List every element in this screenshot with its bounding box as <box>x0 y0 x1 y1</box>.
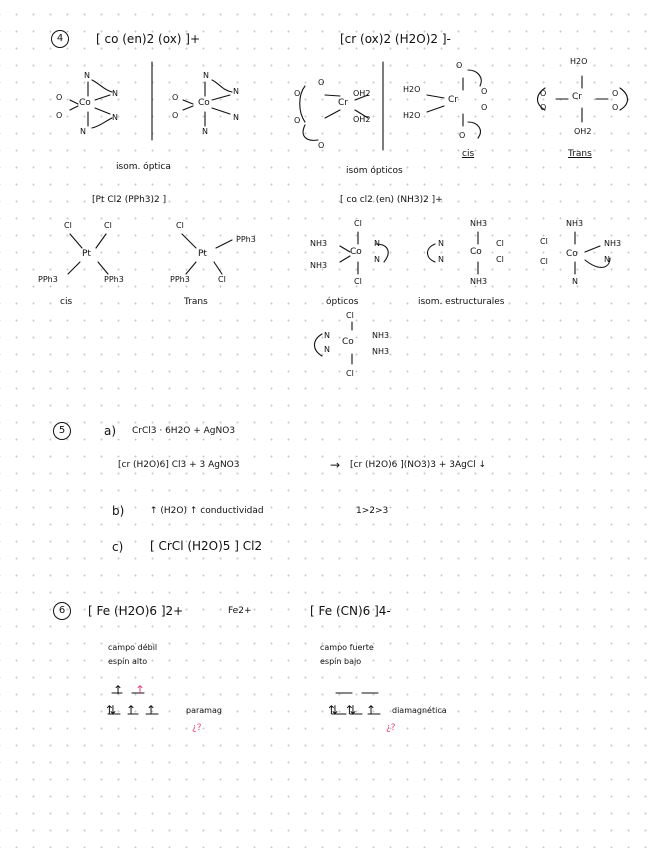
ligand-nh3: NH3 <box>372 347 390 356</box>
atom-co: Co <box>79 98 91 108</box>
question-mark-note: ¿? <box>192 723 202 733</box>
atom-n: N <box>80 127 86 136</box>
atom-co: Co <box>566 249 578 259</box>
estructurales-label: isom. estructurales <box>418 297 505 307</box>
atom-n: N <box>233 113 239 122</box>
atom-cl: Cl <box>218 275 226 284</box>
isomer-label-optica: isom. óptica <box>116 162 171 172</box>
atom-cl: Cl <box>346 369 354 378</box>
part-a-equation-left: [cr (H2O)6] Cl3 + 3 AgNO3 <box>118 460 240 470</box>
atom-n: N <box>604 255 610 264</box>
atom-co: Co <box>350 247 362 257</box>
electron-pair-icon: ⇅ <box>346 703 357 717</box>
atom-cr: Cr <box>338 98 348 108</box>
part-a-equation-right: [cr (H2O)6 ](NO3)3 + 3AgCl ↓ <box>350 460 487 470</box>
atom-o: O <box>172 111 179 120</box>
atom-co: Co <box>470 247 482 257</box>
atom-n: N <box>203 71 209 80</box>
atom-o: O <box>318 141 325 150</box>
ligand-h2o: H2O <box>403 85 421 94</box>
atom-o: O <box>612 103 619 112</box>
atom-n: N <box>112 113 118 122</box>
atom-cl: Cl <box>346 311 354 320</box>
atom-o: O <box>481 87 488 96</box>
cis-label: cis <box>462 149 475 159</box>
atom-cl: Cl <box>176 221 184 230</box>
complex-fe-h2o: [ Fe (H2O)6 ]2+ <box>88 604 184 618</box>
complex-co-en-ox: [ co (en)2 (ox) ]+ <box>96 32 201 46</box>
atom-o: O <box>56 111 63 120</box>
opticos-label: ópticos <box>326 297 359 307</box>
section-4-number: 4 <box>51 30 69 48</box>
electron-arrow-icon: ↑ <box>366 703 377 717</box>
ligand-oh2: OH2 <box>574 127 592 136</box>
part-b-text: ↑ (H2O) ↑ conductividad <box>150 506 264 516</box>
ligand-oh2: OH2 <box>353 115 371 124</box>
electron-arrow-icon: ↑ <box>126 703 137 717</box>
electron-arrow-icon: ↑ <box>113 683 124 697</box>
isomer-label-opticos: isom ópticos <box>346 166 403 176</box>
electron-arrow-icon: ↑ <box>146 703 157 717</box>
low-spin-label: espín bajo <box>320 657 362 666</box>
electron-arrow-icon: ↑ <box>135 683 146 697</box>
atom-n: N <box>233 87 239 96</box>
reaction-arrow: → <box>330 458 341 472</box>
atom-cl: Cl <box>496 239 504 248</box>
atom-cl: Cl <box>354 277 362 286</box>
question-mark-note: ¿? <box>386 723 396 733</box>
ligand-nh3: NH3 <box>566 219 584 228</box>
pt-cis-label: cis <box>60 297 73 307</box>
atom-pt: Pt <box>198 249 207 259</box>
section-5-number: 5 <box>53 422 71 440</box>
ligand-pph3: PPh3 <box>236 235 256 244</box>
ligand-h2o: H2O <box>403 111 421 120</box>
atom-o: O <box>612 89 619 98</box>
ligand-pph3: PPh3 <box>104 275 124 284</box>
atom-n: N <box>112 89 118 98</box>
section-6-number: 6 <box>53 602 71 620</box>
atom-n: N <box>438 255 444 264</box>
atom-o: O <box>56 93 63 102</box>
ligand-pph3: PPh3 <box>38 275 58 284</box>
ligand-nh3: NH3 <box>372 331 390 340</box>
atom-n: N <box>324 331 330 340</box>
atom-cl: Cl <box>540 257 548 266</box>
pt-trans-label: Trans <box>184 297 208 307</box>
atom-co: Co <box>342 337 354 347</box>
atom-cl: Cl <box>104 221 112 230</box>
diamagnetic-label: diamagnética <box>392 706 447 715</box>
atom-n: N <box>202 127 208 136</box>
atom-co: Co <box>198 98 210 108</box>
complex-fe-cn: [ Fe (CN)6 ]4- <box>310 604 391 618</box>
complex-cr-ox-h2o: [cr (ox)2 (H2O)2 ]- <box>340 32 451 46</box>
ligand-h2o: H2O <box>570 57 588 66</box>
electron-pair-icon: ⇅ <box>106 703 117 717</box>
atom-o: O <box>540 103 547 112</box>
atom-o: O <box>459 131 466 140</box>
atom-cl: Cl <box>354 219 362 228</box>
atom-n: N <box>438 239 444 248</box>
part-a-label: a) <box>104 424 117 438</box>
strong-field-label: campo fuerte <box>320 643 374 652</box>
part-c-label: c) <box>112 540 124 554</box>
ligand-oh2: OH2 <box>353 89 371 98</box>
trans-label: Trans <box>568 149 592 159</box>
atom-o: O <box>481 103 488 112</box>
atom-n: N <box>374 239 380 248</box>
atom-n: N <box>374 255 380 264</box>
complex-co-cl2-en-nh3: [ co cl2 (en) (NH3)2 ]+ <box>340 195 443 205</box>
ligand-pph3: PPh3 <box>170 275 190 284</box>
ligand-nh3: NH3 <box>310 261 328 270</box>
atom-o: O <box>456 61 463 70</box>
atom-o: O <box>540 89 547 98</box>
ligand-nh3: NH3 <box>470 219 488 228</box>
ligand-nh3: NH3 <box>604 239 622 248</box>
atom-cl: Cl <box>496 255 504 264</box>
atom-o: O <box>318 78 325 87</box>
part-b-label: b) <box>112 504 125 518</box>
paramagnetic-label: paramag <box>186 706 222 715</box>
atom-cl: Cl <box>64 221 72 230</box>
atom-o: O <box>294 89 301 98</box>
high-spin-label: espín alto <box>108 657 148 666</box>
part-b-order: 1>2>3 <box>356 506 389 516</box>
part-a-reaction: CrCl3 · 6H2O + AgNO3 <box>132 426 236 436</box>
ligand-nh3: NH3 <box>470 277 488 286</box>
atom-n: N <box>324 345 330 354</box>
complex-pt: [Pt Cl2 (PPh3)2 ] <box>92 195 167 205</box>
electron-pair-icon: ⇅ <box>328 703 339 717</box>
fe-ion: Fe2+ <box>228 606 252 616</box>
weak-field-label: campo débil <box>108 643 158 652</box>
atom-n: N <box>572 277 578 286</box>
atom-o: O <box>172 93 179 102</box>
part-c-formula: [ CrCl (H2O)5 ] Cl2 <box>150 539 263 553</box>
atom-pt: Pt <box>82 249 91 259</box>
atom-n: N <box>84 71 90 80</box>
atom-cr: Cr <box>572 92 582 102</box>
atom-cl: Cl <box>540 237 548 246</box>
atom-cr: Cr <box>448 95 458 105</box>
atom-o: O <box>294 116 301 125</box>
ligand-nh3: NH3 <box>310 239 328 248</box>
